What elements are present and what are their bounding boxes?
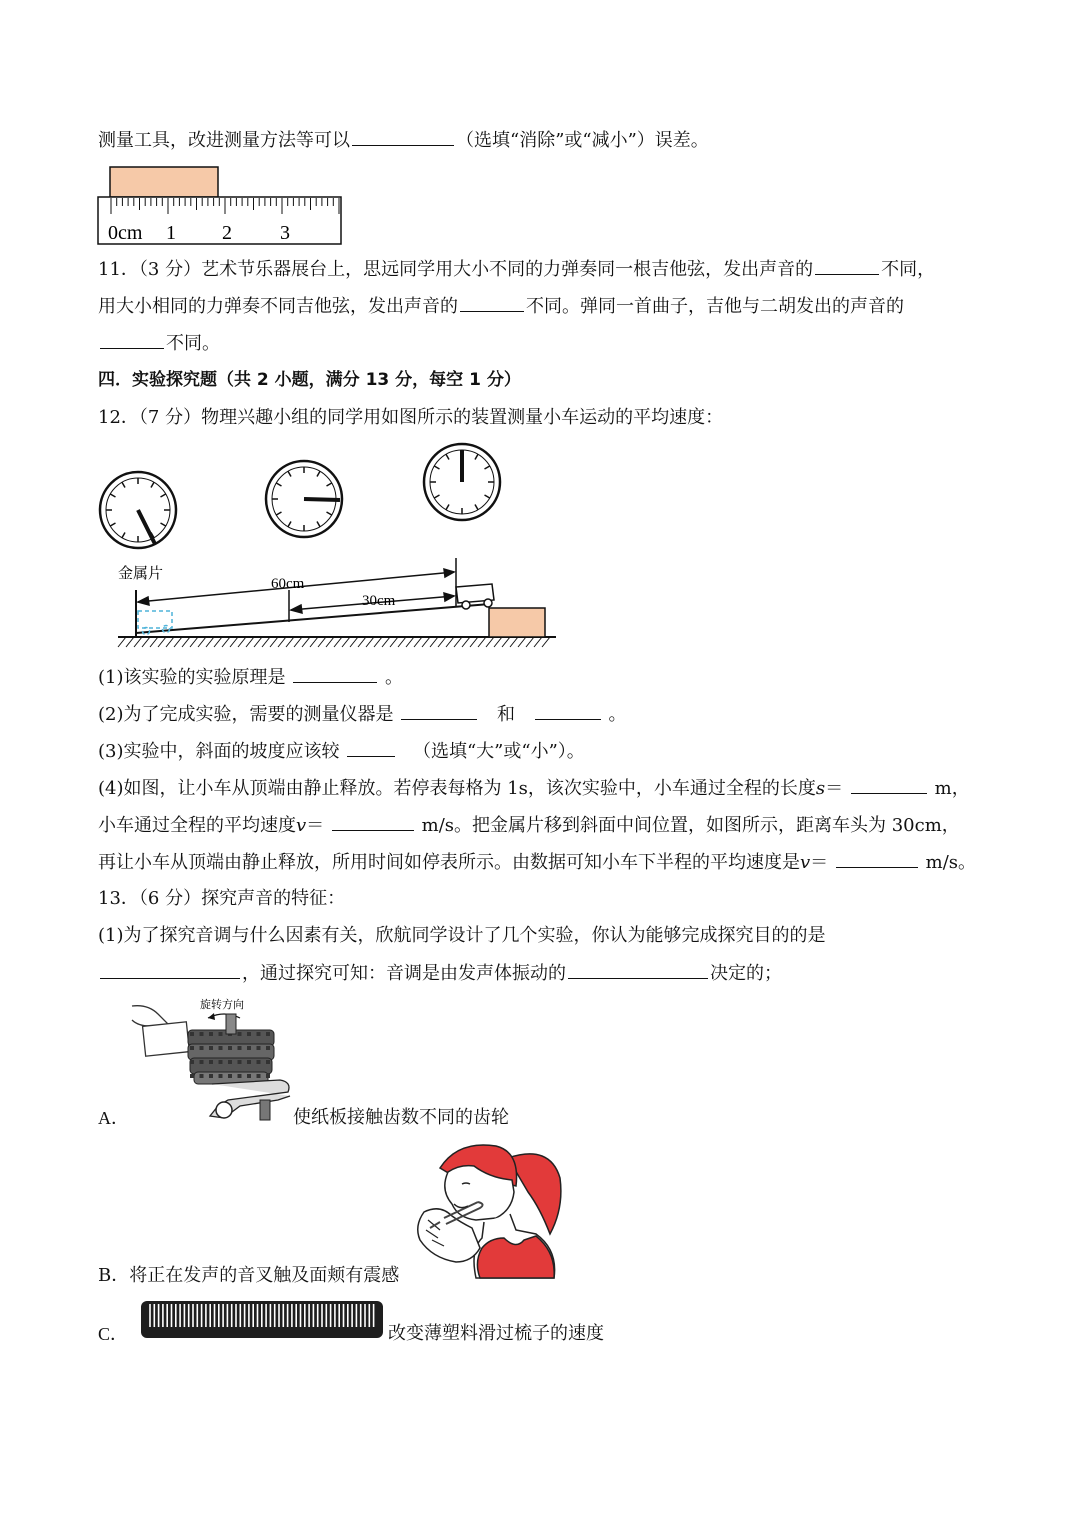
ruler-label-1: 1 [166,222,176,244]
q11-text-e: 不同。 [166,333,220,354]
answer-blank[interactable] [815,258,879,275]
option-a-text: 使纸板接触齿数不同的齿轮 [293,1107,509,1128]
q13-part-1: (1)为了探究音调与什么因素有关，欣航同学设计了几个实验，你认为能够完成探究目的的是 [98,925,826,946]
answer-blank[interactable] [352,129,454,146]
stopwatch-icon [266,461,342,537]
q12-p6-text: 再让小车从顶端由静止释放，所用时间如停表所示。由数据可知小车下半程的平均速度是 [98,852,800,873]
girl-tuning-fork-figure [400,1138,570,1280]
distance-30cm-label: 30cm [362,593,396,609]
stopwatch-icon [424,444,500,520]
unit-ms: m/s。 [925,852,977,873]
q12-part-3 [98,740,585,763]
q12-p2-text: (2)为了完成实验，需要的测量仪器是 [98,704,394,725]
q12-part-2 [98,703,626,726]
q12-p2-and: 和 [496,704,515,725]
paper-card [143,1022,190,1056]
option-b-text: B．将正在发声的音叉触及面颊有震感 [98,1265,400,1286]
ruler-label-2: 2 [222,222,232,244]
answer-blank[interactable] [836,851,918,868]
answer-blank[interactable] [535,703,601,720]
stopwatch-icon [100,472,176,548]
ruler-label-3: 3 [280,222,290,244]
ruler-label-0cm: 0cm [108,222,143,244]
q12-p1-text: (1)该实验的实验原理是 [98,667,286,688]
eq-sign: ＝ [810,852,829,873]
q12-p3-end: （选填“大”或“小”）。 [412,741,585,762]
answer-blank[interactable] [568,962,708,979]
ground [118,637,556,647]
q12-part-4 [98,777,970,800]
q11-text-a: 11．（3 分）艺术节乐器展台上，思远同学用大小不同的力弹奏同一根吉他弦，发出声音的 [98,259,814,280]
var-v: v [296,815,307,836]
answer-blank[interactable] [293,666,377,683]
q12-p5-text: 小车通过全程的平均速度 [98,815,296,836]
answer-blank[interactable] [851,777,927,794]
q12-p4-text: (4)如图，让小车从顶端由静止释放。若停表每格为 1s，该次实验中，小车通过全程的长度 [98,778,816,799]
gear-icon [188,1014,274,1084]
q11-line-1 [98,258,935,281]
metal-plate-label: 金属片 [118,564,164,582]
q12-part-4-line-2 [98,814,960,837]
q13-part-1-line-2 [98,962,782,985]
answer-blank[interactable] [332,814,414,831]
section-heading: 四．实验探究题（共 2 小题，满分 13 分，每空 1 分） [98,370,521,390]
q12-p2-end: 。 [608,704,627,725]
eq-sign: ＝ [306,815,325,836]
text-line-1 [98,129,709,152]
q11-text-b: 不同， [881,259,936,280]
comb-figure [140,1300,384,1340]
answer-blank[interactable] [100,332,164,349]
rotation-label: 旋转方向 [200,998,244,1011]
q13-stem: 13．（6 分）探究声音的特征： [98,888,346,909]
var-v: v [800,852,811,873]
q11-text-d: 不同。弹同一首曲子，吉他与二胡发出的声音的 [526,296,904,317]
option-c-letter: C． [98,1324,129,1344]
ruler-block [110,167,218,197]
q12-part-1 [98,666,403,689]
q12-p3-text: (3)实验中，斜面的坡度应该较 [98,741,340,762]
line1-text-a: 测量工具，改进测量方法等可以 [98,130,350,151]
answer-blank[interactable] [401,703,477,720]
gear-figure [128,996,298,1122]
q12-p5-rest: m/s。把金属片移到斜面中间位置，如图所示，距离车头为 30cm， [421,815,960,836]
eq-sign: ＝ [825,778,844,799]
ruler-figure [97,166,345,248]
option-c-text: 改变薄塑料滑过梳子的速度 [388,1323,604,1344]
var-s: s [815,778,826,799]
answer-blank[interactable] [347,740,395,757]
q12-stem: 12．（7 分）物理兴趣小组的同学用如图所示的装置测量小车运动的平均速度： [98,407,724,428]
q11-text-c: 用大小相同的力弹奏不同吉他弦，发出声音的 [98,296,458,317]
q11-line-3 [98,332,220,355]
answer-blank[interactable] [100,962,240,979]
option-a-letter: A． [98,1108,129,1128]
q12-p1-end: 。 [384,667,403,688]
support-block [489,608,545,637]
q11-line-2 [98,295,904,318]
incline-figure [96,440,566,652]
line1-text-b: （选填“消除”或“减小”）误差。 [456,130,709,151]
answer-blank[interactable] [460,295,524,312]
distance-60cm-label: 60cm [271,576,305,592]
q13-p2-text: ，通过探究可知：音调是由发声体振动的 [242,963,566,984]
q13-p2-end: 决定的； [710,963,782,984]
unit-m: m， [934,778,970,799]
q12-part-4-line-3 [98,851,976,874]
